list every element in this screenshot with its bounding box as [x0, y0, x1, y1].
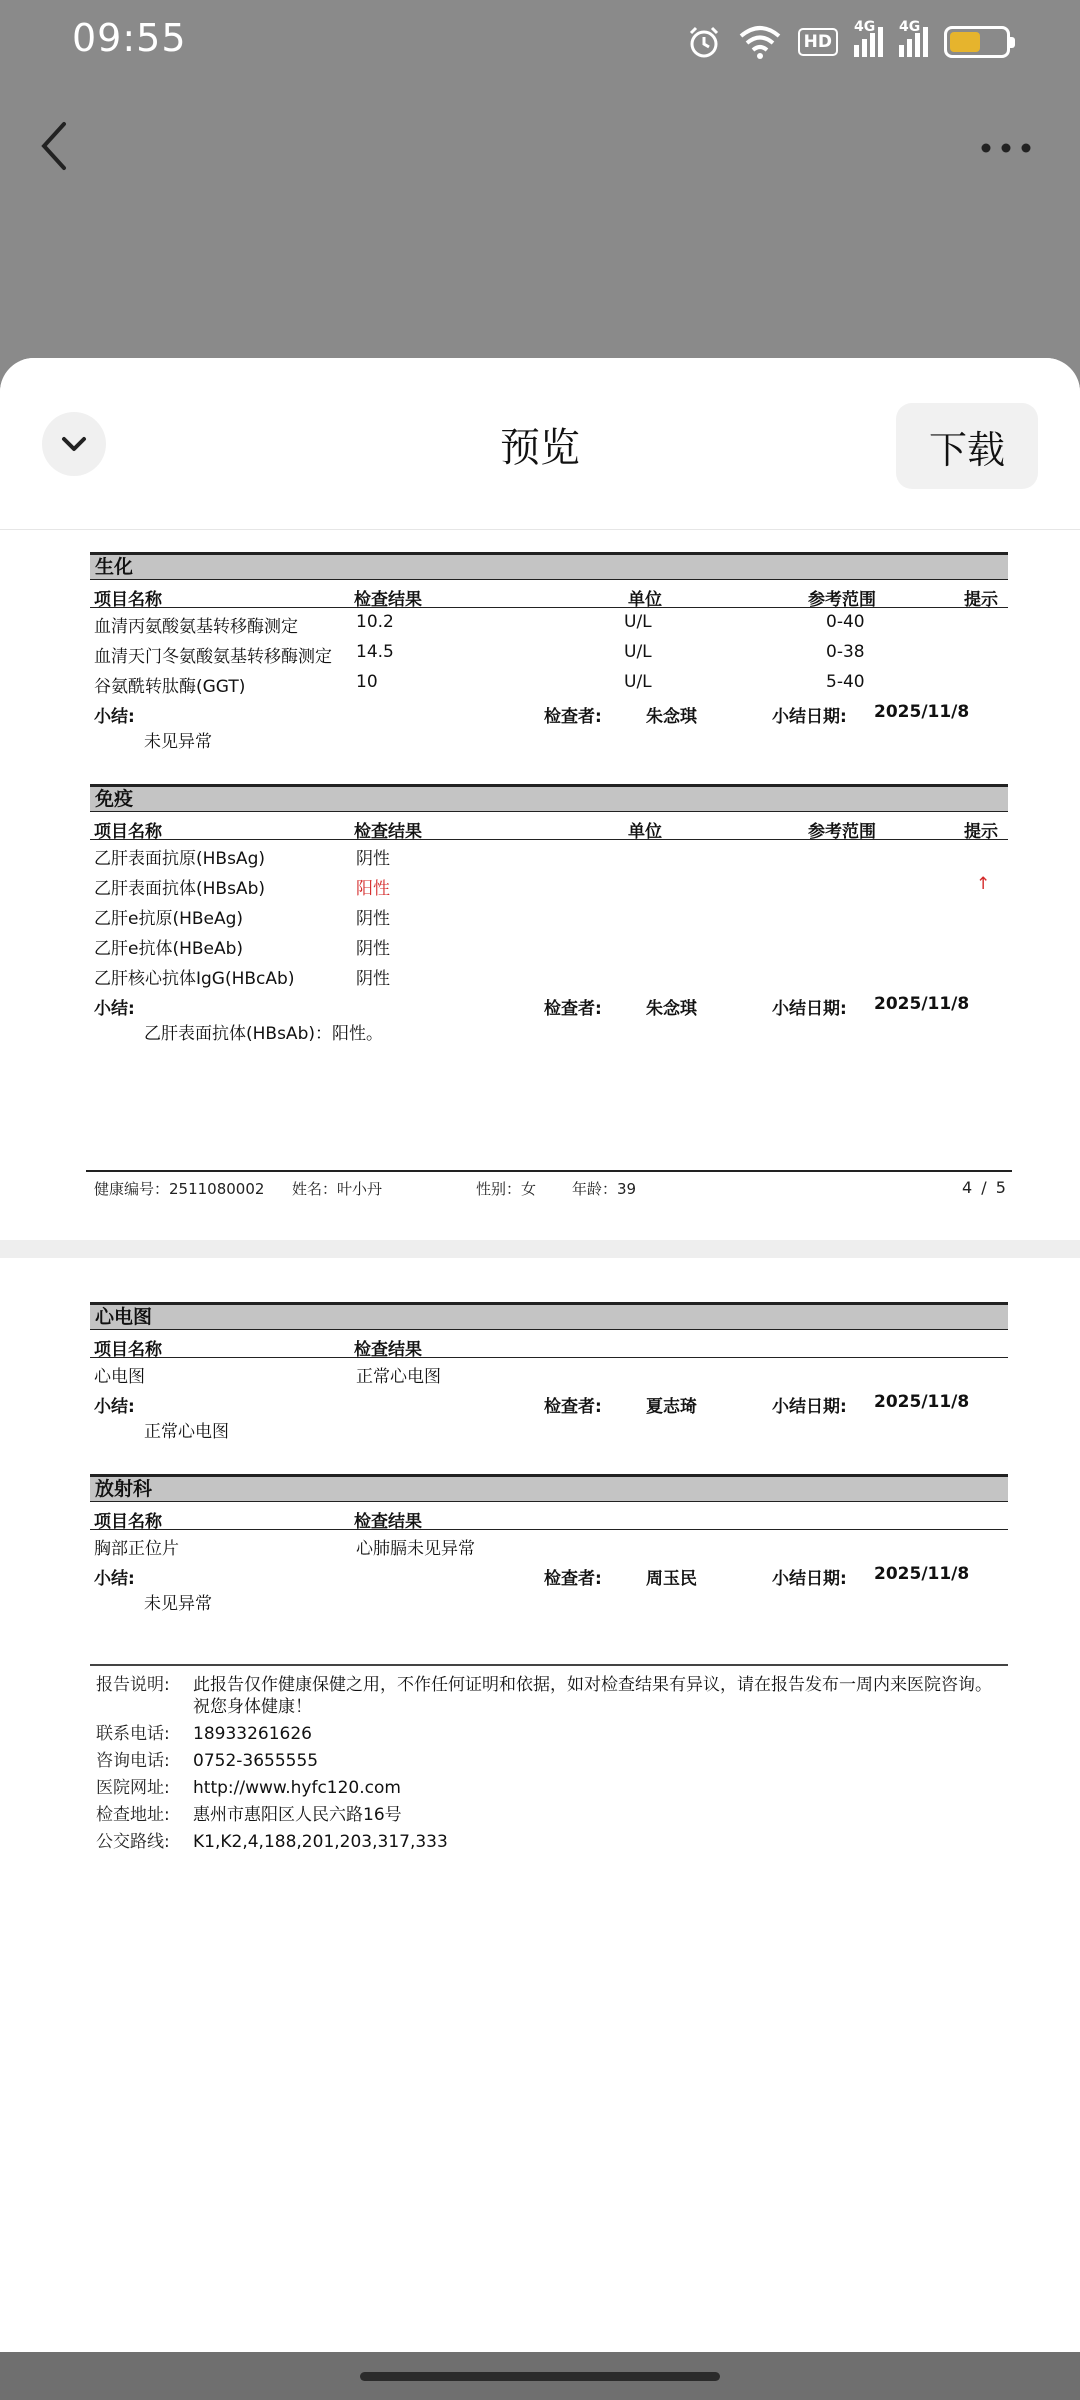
status-bar — [0, 0, 1080, 80]
row-name: 乙肝e抗原(HBeAg) — [94, 909, 244, 929]
row-result-abnormal: 阳性 — [356, 879, 390, 899]
checker-name: 朱念琪 — [646, 999, 697, 1019]
battery-fill — [950, 32, 980, 52]
checker-label: 检查者: — [544, 999, 602, 1019]
row-result: 阴性 — [356, 969, 390, 989]
row-result: 10.2 — [356, 612, 394, 632]
note-value: 此报告仅作健康保健之用，不作任何证明和依据，如对检查结果有异议，请在报告发布一周内来医院咨询。祝您身体健康！ — [193, 1675, 992, 1717]
row-name: 心电图 — [94, 1367, 145, 1387]
row-result: 14.5 — [356, 642, 394, 662]
summary-date: 2025/11/8 — [874, 1392, 970, 1412]
checker-name: 夏志琦 — [646, 1397, 697, 1417]
footer-name: 姓名：叶小丹 — [292, 1180, 383, 1198]
row-unit: U/L — [624, 672, 652, 692]
section-title: 放射科 — [90, 1474, 1008, 1502]
hd-icon: HD — [798, 28, 838, 56]
website-link[interactable]: http://www.hyfc120.com — [193, 1778, 401, 1798]
status-time: 09:55 — [72, 16, 187, 60]
note-report — [90, 1674, 1008, 1718]
wifi-icon — [738, 24, 782, 60]
summary-row — [90, 698, 1008, 728]
checker-label: 检查者: — [544, 707, 602, 727]
date-label: 小结日期: — [772, 707, 847, 727]
navigation-bar — [0, 2352, 1080, 2400]
abnormal-flag-arrow-icon: ↑ — [976, 874, 991, 894]
summary-text: 正常心电图 — [144, 1422, 229, 1442]
summary-row — [90, 1560, 1008, 1590]
pdf-viewer[interactable] — [0, 530, 1080, 2400]
note-label: 联系电话: — [96, 1724, 170, 1744]
row-range: 0-40 — [826, 612, 865, 632]
date-label: 小结日期: — [772, 999, 847, 1019]
date-label: 小结日期: — [772, 1569, 847, 1589]
row-result: 阴性 — [356, 939, 390, 959]
section-biochem — [90, 552, 1008, 758]
row-range: 0-38 — [826, 642, 865, 662]
row-name: 谷氨酰转肽酶(GGT) — [94, 677, 246, 697]
table-row — [90, 608, 1008, 638]
footer-gender: 性别：女 — [476, 1180, 537, 1198]
summary-label: 小结: — [94, 1397, 135, 1417]
row-name: 乙肝e抗体(HBeAb) — [94, 939, 244, 959]
signal-4g-icon-2: 4G — [899, 27, 928, 57]
table-row — [90, 638, 1008, 668]
summary-date: 2025/11/8 — [874, 1564, 970, 1584]
row-name: 血清天门冬氨酸氨基转移酶测定 — [94, 647, 332, 667]
summary-text: 乙肝表面抗体(HBsAb)：阳性。 — [144, 1024, 383, 1044]
summary-date: 2025/11/8 — [874, 702, 970, 722]
col-result: 检查结果 — [354, 590, 422, 610]
table-row — [90, 900, 1008, 930]
note-bus — [90, 1831, 1008, 1853]
row-result: 心肺膈未见异常 — [356, 1539, 475, 1559]
col-result: 检查结果 — [354, 822, 422, 842]
row-name: 胸部正位片 — [94, 1539, 179, 1559]
table-row — [90, 668, 1008, 698]
table-row — [90, 1358, 1008, 1388]
summary-date: 2025/11/8 — [874, 994, 970, 1014]
column-header-row — [90, 1330, 1008, 1358]
summary-row — [90, 1388, 1008, 1418]
section-ecg — [90, 1302, 1008, 1448]
sheet-title: 预览 — [500, 425, 580, 471]
row-result: 阴性 — [356, 849, 390, 869]
col-name: 项目名称 — [94, 1512, 162, 1532]
row-name: 血清丙氨酸氨基转移酶测定 — [94, 617, 298, 637]
col-name: 项目名称 — [94, 1340, 162, 1360]
col-range: 参考范围 — [808, 822, 876, 842]
row-name: 乙肝核心抗体IgG(HBcAb) — [94, 969, 295, 989]
col-result: 检查结果 — [354, 1512, 422, 1532]
row-result: 阴性 — [356, 909, 390, 929]
signal-4g-icon-1: 4G — [854, 27, 883, 57]
table-row — [90, 1530, 1008, 1560]
table-row — [90, 960, 1008, 990]
more-options-button[interactable] — [976, 128, 1036, 168]
section-title: 免疫 — [90, 784, 1008, 812]
row-name: 乙肝表面抗原(HBsAg) — [94, 849, 265, 869]
summary-label: 小结: — [94, 999, 135, 1019]
note-address — [90, 1804, 1008, 1826]
preview-sheet — [0, 358, 1080, 2400]
download-button[interactable]: 下载 — [896, 403, 1038, 489]
consult-phone-link[interactable]: 0752-3655555 — [193, 1751, 319, 1771]
checker-label: 检查者: — [544, 1569, 602, 1589]
col-name: 项目名称 — [94, 590, 162, 610]
checker-label: 检查者: — [544, 1397, 602, 1417]
contact-phone-link[interactable]: 18933261626 — [193, 1724, 312, 1744]
table-row — [90, 870, 1008, 900]
status-icons — [686, 20, 1010, 64]
row-unit: U/L — [624, 642, 652, 662]
row-range: 5-40 — [826, 672, 865, 692]
date-label: 小结日期: — [772, 1397, 847, 1417]
row-unit: U/L — [624, 612, 652, 632]
page-number: 4 / 5 — [962, 1178, 1008, 1197]
note-website — [90, 1777, 1008, 1799]
col-unit: 单位 — [628, 590, 662, 610]
row-result: 10 — [356, 672, 378, 692]
footer-health-id: 健康编号：2511080002 — [94, 1180, 265, 1198]
summary-text: 未见异常 — [144, 732, 212, 752]
chevron-left-icon — [32, 116, 78, 176]
column-header-row — [90, 812, 1008, 840]
sheet-header — [0, 358, 1080, 530]
col-result: 检查结果 — [354, 1340, 422, 1360]
page-separator — [0, 1240, 1080, 1258]
checker-name: 周玉民 — [646, 1569, 697, 1589]
checker-name: 朱念琪 — [646, 707, 697, 727]
note-label: 检查地址: — [96, 1805, 170, 1825]
note-value: 惠州市惠阳区人民六路16号 — [193, 1805, 402, 1825]
alarm-icon — [686, 24, 722, 60]
summary-text: 未见异常 — [144, 1594, 212, 1614]
section-title: 心电图 — [90, 1302, 1008, 1330]
page-footer-divider — [86, 1170, 1012, 1172]
section-radiology — [90, 1474, 1008, 1620]
col-flag: 提示 — [964, 822, 998, 842]
row-name: 乙肝表面抗体(HBsAb) — [94, 879, 265, 899]
home-indicator[interactable] — [360, 2372, 720, 2381]
col-unit: 单位 — [628, 822, 662, 842]
footer-age: 年龄：39 — [572, 1180, 637, 1198]
report-notes — [90, 1664, 1008, 1853]
row-result: 正常心电图 — [356, 1367, 441, 1387]
note-contact — [90, 1723, 1008, 1745]
note-consult — [90, 1750, 1008, 1772]
section-immuno — [90, 784, 1008, 1050]
summary-label: 小结: — [94, 1569, 135, 1589]
summary-label: 小结: — [94, 707, 135, 727]
battery-icon — [944, 26, 1010, 58]
note-label: 公交路线: — [96, 1832, 170, 1852]
note-label: 医院网址: — [96, 1778, 170, 1798]
more-dots-icon — [976, 128, 1036, 168]
column-header-row — [90, 580, 1008, 608]
section-title: 生化 — [90, 552, 1008, 580]
note-label: 报告说明: — [96, 1675, 170, 1695]
back-button[interactable] — [32, 116, 78, 176]
col-name: 项目名称 — [94, 822, 162, 842]
note-value: K1,K2,4,188,201,203,317,333 — [193, 1832, 448, 1852]
table-row — [90, 840, 1008, 870]
summary-row — [90, 990, 1008, 1020]
note-label: 咨询电话: — [96, 1751, 170, 1771]
table-row — [90, 930, 1008, 960]
column-header-row — [90, 1502, 1008, 1530]
col-range: 参考范围 — [808, 590, 876, 610]
col-flag: 提示 — [964, 590, 998, 610]
